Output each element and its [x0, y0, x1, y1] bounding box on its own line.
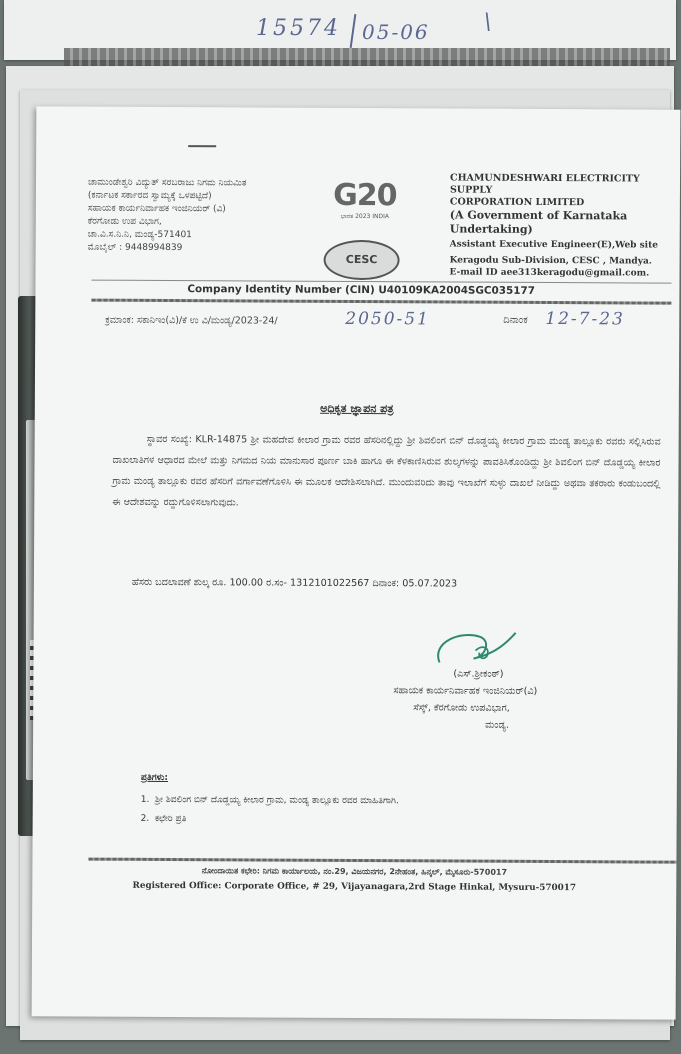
- company-name-line: (A Government of Karnataka: [449, 208, 628, 223]
- copy-item: 2. ಕಛೇರಿ ಪ್ರತಿ: [140, 813, 187, 825]
- top-handwritten-date: 05-06: [362, 20, 430, 44]
- letterhead-left: [88, 177, 318, 256]
- cin-line: Company Identity Number (CIN) U40109KA2004SGC035177: [187, 283, 535, 297]
- cesc-emblem: [323, 240, 399, 280]
- signatory-office: ಸೆಸ್ಕ್, ಕೆರಗೋಡು ಉಪವಿಭಾಗ,: [413, 702, 510, 714]
- reference-label: ಕ್ರಮಾಂಕ: ಸಕಾನಿಇಂ(ವಿ)/ಕೆ ಉ ವಿ/ಮಂಡ್ಯ/2023-24/: [105, 314, 278, 327]
- fee-line: ಹೆಸರು ಬದಲಾವಣೆ ಶುಲ್ಕ ರೂ. 100.00 ರ.ಸಂ- 1312101022567 ದಿನಾಂಕ: 05.07.2023: [131, 576, 458, 590]
- letterhead-left-line: ಚಾಮುಂಡೇಶ್ವರಿ ವಿದ್ಯುತ್ ಸರಬರಾಜು ನಿಗಮ ನಿಯಮಿತ: [87, 177, 247, 189]
- printed-strip: [64, 48, 670, 66]
- office-line: Keragodu Sub-Division, CESC , Mandya.: [449, 255, 652, 267]
- top-handwritten-number: 15574: [256, 16, 341, 41]
- letterhead-rule-bottom: [91, 299, 671, 305]
- letterhead-left-line: ಮೊಬೈಲ್ : 9448994839: [87, 242, 183, 254]
- copy-item: 1. ಶ್ರೀ ಶಿವಲಿಂಗ ಬಿನ್ ದೊಡ್ಡಯ್ಯ ಕೀಲಾರ ಗ್ರಾಮ, ಮಂಡ್ಯ ತಾಲ್ಲೂಕು ರವರ ಮಾಹಿತಿಗಾಗಿ.: [140, 794, 399, 807]
- date-label: ದಿನಾಂಕ: [503, 314, 528, 326]
- email-line: E-mail ID aee313keragodu@gmail.com.: [449, 267, 650, 279]
- subject-heading: ಅಧಿಕೃತ ಜ್ಞಾಪನ ಪತ್ರ: [320, 401, 394, 416]
- letterhead-rule-top: [91, 280, 671, 284]
- copies-label: ಪ್ರತಿಗಳು:: [140, 772, 169, 784]
- g20-logo-caption: ಭಾರತ 2023 INDIA: [340, 212, 390, 221]
- g20-logo-text: G20: [333, 177, 397, 214]
- letterhead-left-line: (ಕರ್ನಾಟಕ ಸರ್ಕಾರದ ಸ್ವಾಮ್ಯಕ್ಕೆ ಒಳಪಟ್ಟಿದೆ): [87, 190, 212, 202]
- signatory-title: ಸಹಾಯಕ ಕಾರ್ಯನಿರ್ವಾಹಕ ಇಂಜಿನಿಯರ್(ವಿ): [393, 685, 538, 697]
- footer-kannada: ನೋಂದಾಯಿತ ಕಛೇರಿ: ನಿಗಮ ಕಾರ್ಯಾಲಯ, ನಂ.29, ವಿಜಯನಗರ, 2ನೇಹಂತ, ಹಿನ್ಕಲ್, ಮೈಸೂರು-570017: [201, 866, 508, 877]
- signatory-place: ಮಂಡ್ಯ.: [485, 719, 510, 731]
- company-name-line: CORPORATION LIMITED: [449, 196, 585, 209]
- body-paragraph: ಸ್ಥಾವರ ಸಂಖ್ಯೆ: KLR-14875 ಶ್ರೀ ಮಹದೇವ ಕೀಲಾರ ಗ್ರಾಮ ರವರ ಹೆಸರಿನಲ್ಲಿದ್ದು ಶ್ರೀ ಶಿವಲಿಂಗ ಬಿನ್ ದೊಡ್ಡಯ್ಯ ಕೀಲಾರ ಗ್ರಾಮ ಮಂಡ್ಯ ತಾಲ್ಲೂಕು ರವರು ಸಲ್ಲಿಸಿರುವ ದಾಖಲಾತಿಗಳ ಆಧಾರದ ಮೇಲೆ ಮತ್ತು ನಿಗಮದ ನಿಯ ಮಾನುಸಾರ ಪೂರ್ಣ ಬಾಕಿ ಹಾಗೂ ಈ ಕೆಳಕಾಣಿಸಿರುವ ಶುಲ್ಕಗಳನ್ನು ಪಾವತಿಸಿಕೊಂಡಿದ್ದು ಶ್ರೀ ಶಿವಲಿಂಗ ಬಿನ್ ದೊಡ್ಡಯ್ಯ ಕೀಲಾರ ಗ್ರಾಮ ಮಂಡ್ಯ ತಾಲ್ಲೂಕು ರವರ ಹೆಸರಿಗೆ ವರ್ಗಾವಣೆಗೊಳಿಸಿ ಈ ಮೂಲಕ ಆದೇಶಿಸಲಾಗಿದೆ. ಮುಂದುವರಿದು ತಾವು ಇಲಾಖೆಗೆ ಸುಳ್ಳು ದಾಖಲೆ ನೀಡಿದ್ದು ಅಥವಾ ತಕರಾರು ಕಂಡುಬಂದಲ್ಲಿ ಈ ಆದೇಶವನ್ನು ರದ್ದುಗೊಳಿಸಲಾಗುವುದು.: [112, 433, 661, 509]
- signature-mark: [429, 624, 519, 672]
- company-name-line: CHAMUNDESHWARI ELECTRICITY SUPPLY: [449, 172, 640, 196]
- date-handwritten: 12-7-23: [545, 308, 625, 330]
- letterhead-left-line: ಸಹಾಯಕ ಕಾರ್ಯನಿರ್ವಾಹಕ ಇಂಜಿನಿಯರ್ (ವಿ): [87, 203, 226, 215]
- cesc-emblem-text: CESC: [345, 252, 378, 267]
- signatory-name: (ಎಸ್.ಶ್ರೀಕಂಠ್): [453, 668, 504, 680]
- letter-page: [32, 106, 681, 1019]
- company-name-line: Undertaking): [449, 222, 533, 236]
- reference-number-handwritten: 2050-51: [345, 308, 430, 330]
- top-dash: [188, 145, 216, 147]
- letterhead-left-line: ಕೆರಗೋಡು ಉಪ ವಿಭಾಗ,: [87, 216, 162, 227]
- office-line: Assistant Executive Engineer(E),Web site: [449, 239, 659, 251]
- footer-rule: [88, 858, 676, 864]
- footer-english: Registered Office: Corporate Office, # 29, Vijayanagara,2rd Stage Hinkal, Mysuru-570017: [132, 880, 577, 894]
- g20-logo: [320, 178, 410, 221]
- letterhead-right: [449, 172, 676, 279]
- copy-item-text: ಶ್ರೀ ಶಿವಲಿಂಗ ಬಿನ್ ದೊಡ್ಡಯ್ಯ ಕೀಲಾರ ಗ್ರಾಮ, ಮಂಡ್ಯ ತಾಲ್ಲೂಕು ರವರ ಮಾಹಿತಿಗಾಗಿ.: [155, 794, 399, 807]
- letterhead-left-line: ಚಾ.ವಿ.ಸ.ನಿ.ನಿ, ಮಂಡ್ಯ-571401: [87, 229, 192, 241]
- top-handwritten-mark: \: [484, 10, 492, 35]
- copy-item-text: ಕಛೇರಿ ಪ್ರತಿ: [154, 813, 187, 825]
- copies-list: [141, 791, 661, 832]
